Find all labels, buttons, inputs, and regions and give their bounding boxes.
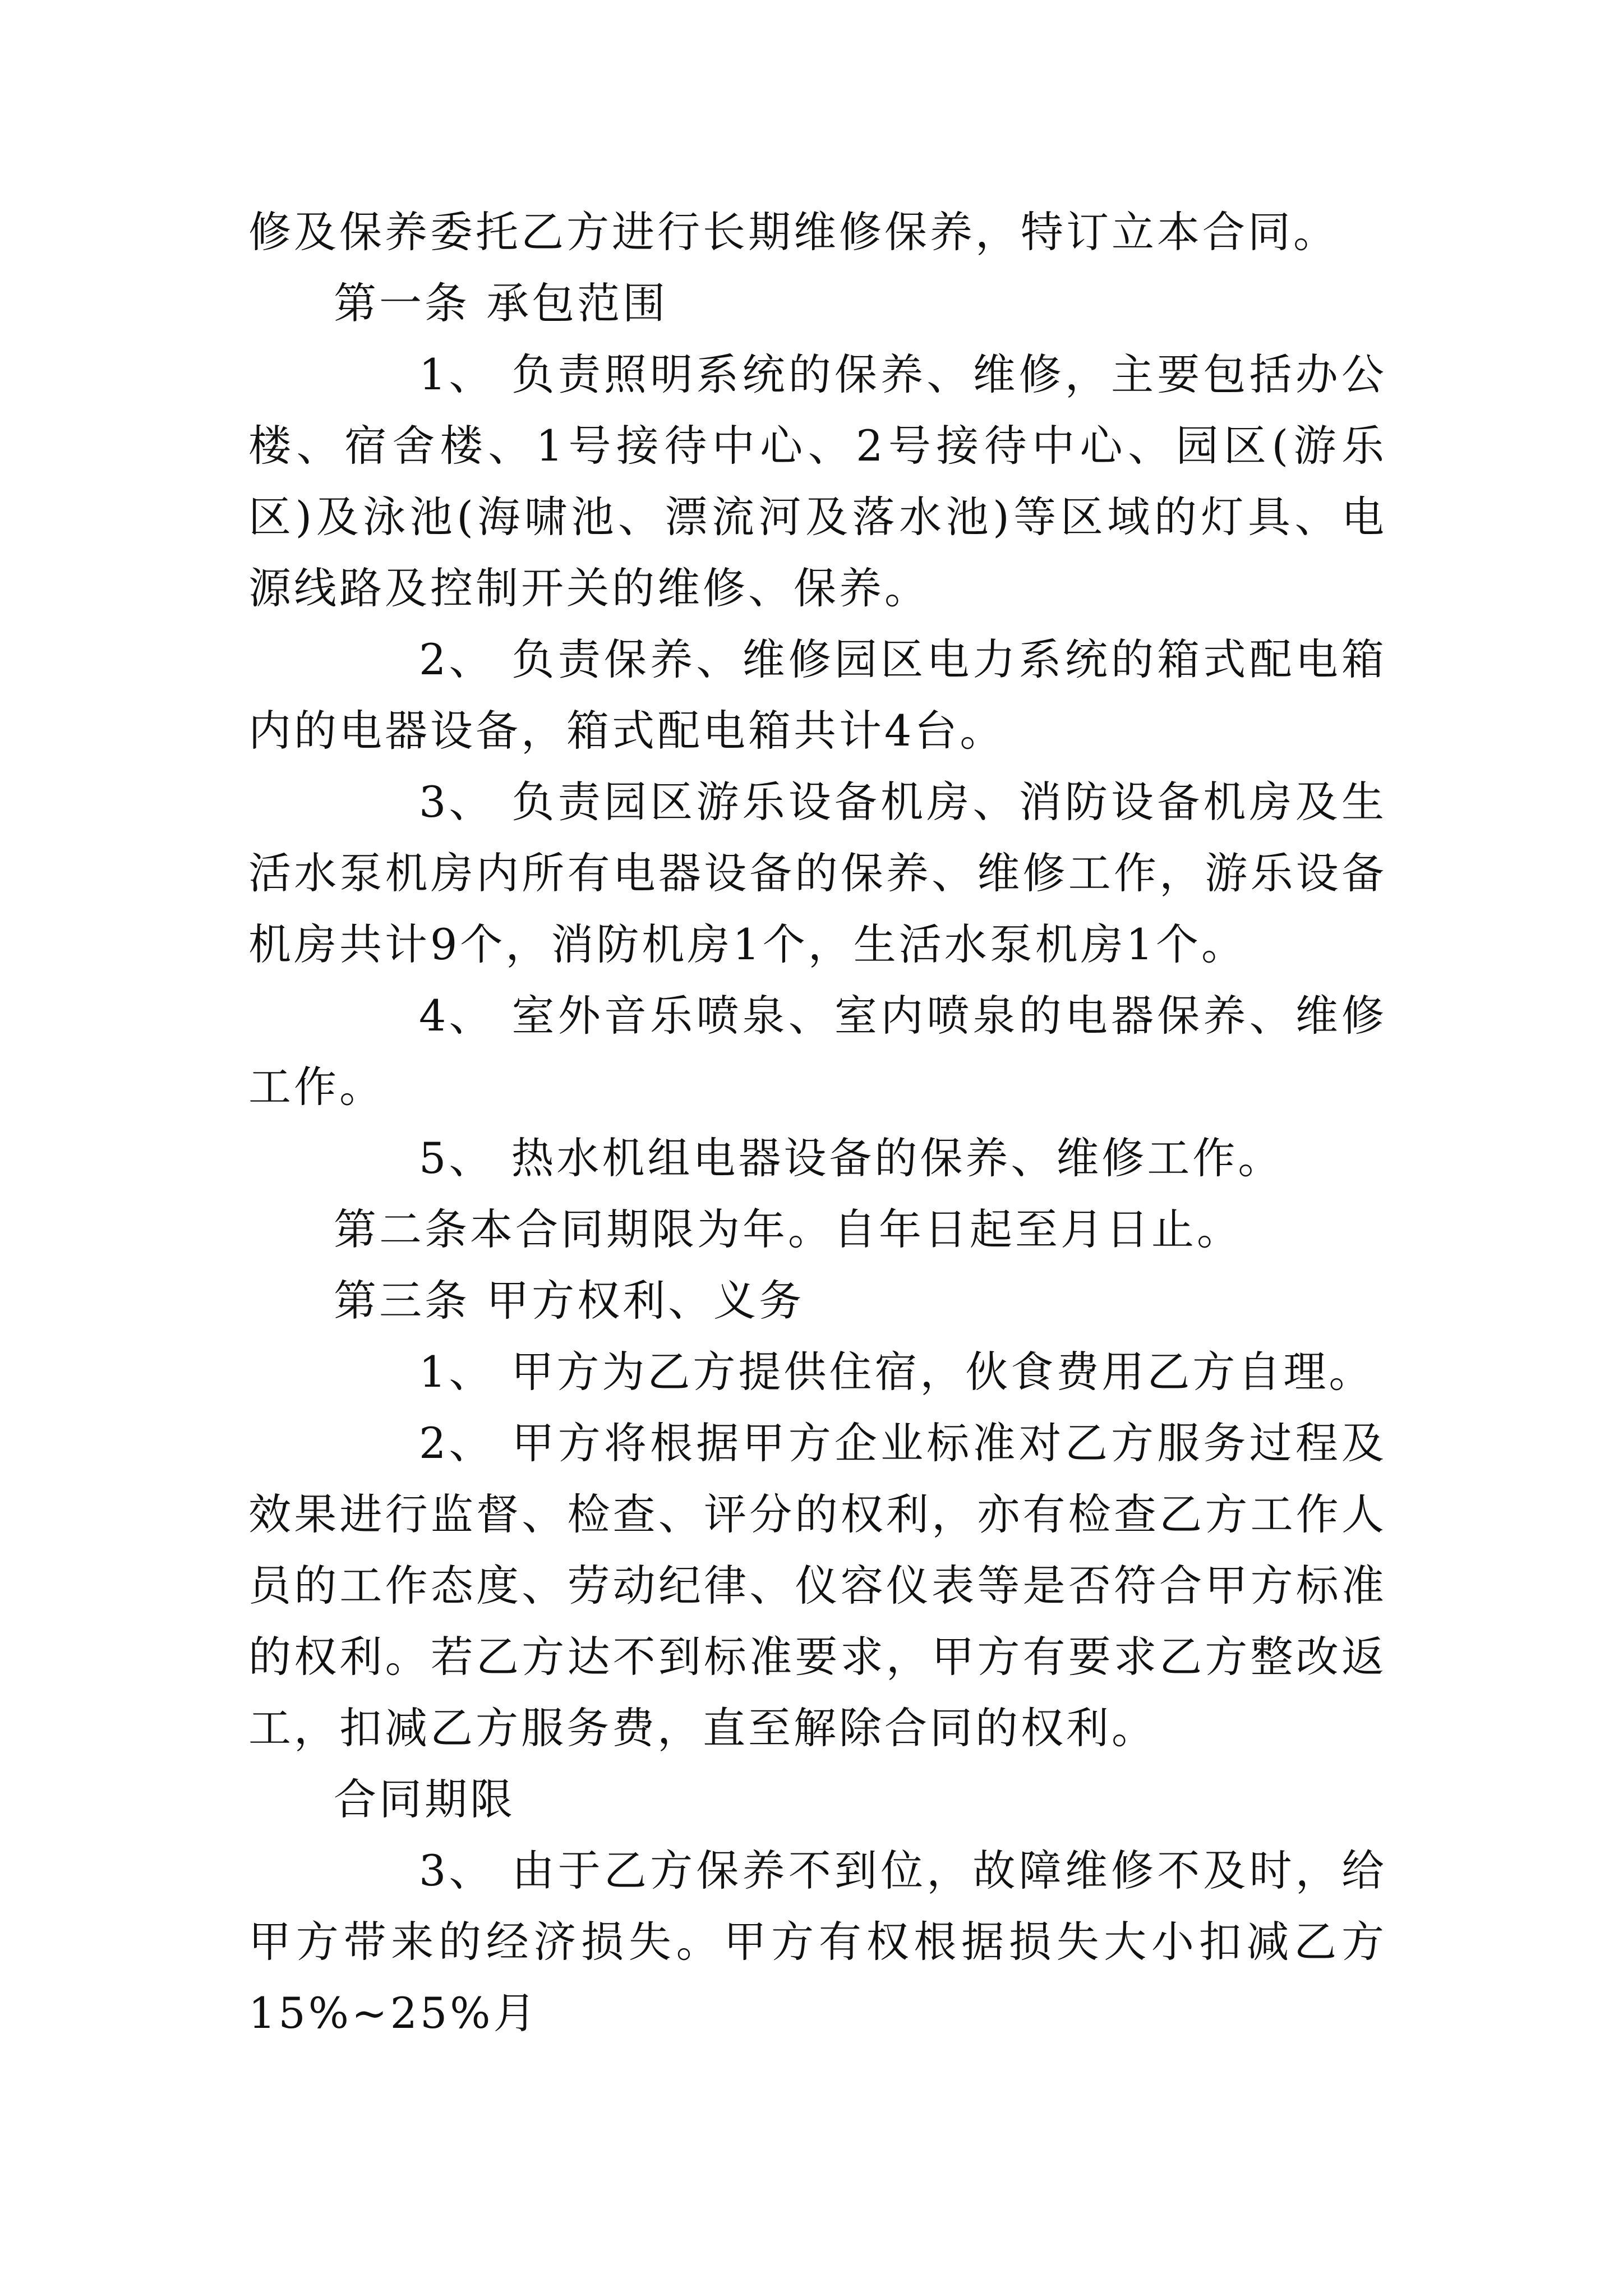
item-text: 热水机组电器设备的保养、维修工作。 — [511, 1133, 1284, 1183]
article-3-heading — [248, 1265, 1387, 1336]
item-text: 甲方为乙方提供住宿，伙食费用乙方自理。 — [511, 1347, 1375, 1397]
article-3-item-3 — [248, 1835, 1387, 2049]
item-number: 2、 — [419, 634, 495, 684]
item-number: 3、 — [419, 777, 495, 827]
item-text: 由于乙方保养不到位，故障维修不及时，给甲方带来的经济损失。甲方有权根据损失大小扣减乙方15%~25%月 — [248, 1846, 1387, 2038]
paragraph-text: 修及保养委托乙方进行长期维修保养，特订立本合同。 — [248, 207, 1339, 257]
item-number: 4、 — [419, 991, 495, 1041]
heading-text: 合同期限 — [334, 1774, 515, 1824]
item-text: 负责保养、维修园区电力系统的箱式配电箱内的电器设备，箱式配电箱共计4台。 — [248, 634, 1387, 756]
article-1-item-3 — [248, 766, 1387, 980]
item-number: 2、 — [419, 1418, 495, 1468]
item-number: 5、 — [419, 1133, 495, 1183]
item-text: 负责园区游乐设备机房、消防设备机房及生活水泵机房内所有电器设备的保养、维修工作，游乐设备机房共计9个，消防机房1个，生活水泵机房1个。 — [248, 777, 1387, 969]
article-1-heading — [248, 268, 1387, 339]
article-3-item-1 — [248, 1336, 1387, 1407]
heading-text: 第三条 甲方权利、义务 — [334, 1276, 805, 1326]
item-number: 1、 — [419, 1347, 495, 1397]
paragraph-text: 第二条本合同期限为年。自年日起至月日止。 — [334, 1204, 1242, 1254]
item-text: 负责照明系统的保养、维修，主要包括办公楼、宿舍楼、1号接待中心、2号接待中心、园区(游乐区)及泳池(海啸池、漂流河及落水池)等区域的灯具、电源线路及控制开关的维修、保养。 — [248, 349, 1387, 613]
item-text: 甲方将根据甲方企业标准对乙方服务过程及效果进行监督、检查、评分的权利，亦有检查乙方工作人员的工作态度、劳动纪律、仪容仪表等是否符合甲方标准的权利。若乙方达不到标准要求，甲方有要求乙方整改返工，扣减乙方服务费，直至解除合同的权利。 — [248, 1418, 1387, 1753]
article-1-item-1 — [248, 339, 1387, 624]
article-2 — [248, 1194, 1387, 1265]
item-number: 3、 — [419, 1846, 495, 1895]
item-text: 室外音乐喷泉、室内喷泉的电器保养、维修工作。 — [248, 991, 1387, 1112]
item-number: 1、 — [419, 349, 495, 399]
article-1-item-4 — [248, 980, 1387, 1122]
document-body — [248, 196, 1387, 2049]
paragraph-intro-tail — [248, 196, 1387, 268]
contract-term-heading — [248, 1764, 1387, 1835]
article-1-item-2 — [248, 624, 1387, 766]
article-3-item-2 — [248, 1407, 1387, 1764]
heading-text: 第一条 承包范围 — [334, 278, 668, 328]
article-1-item-5 — [248, 1122, 1387, 1194]
